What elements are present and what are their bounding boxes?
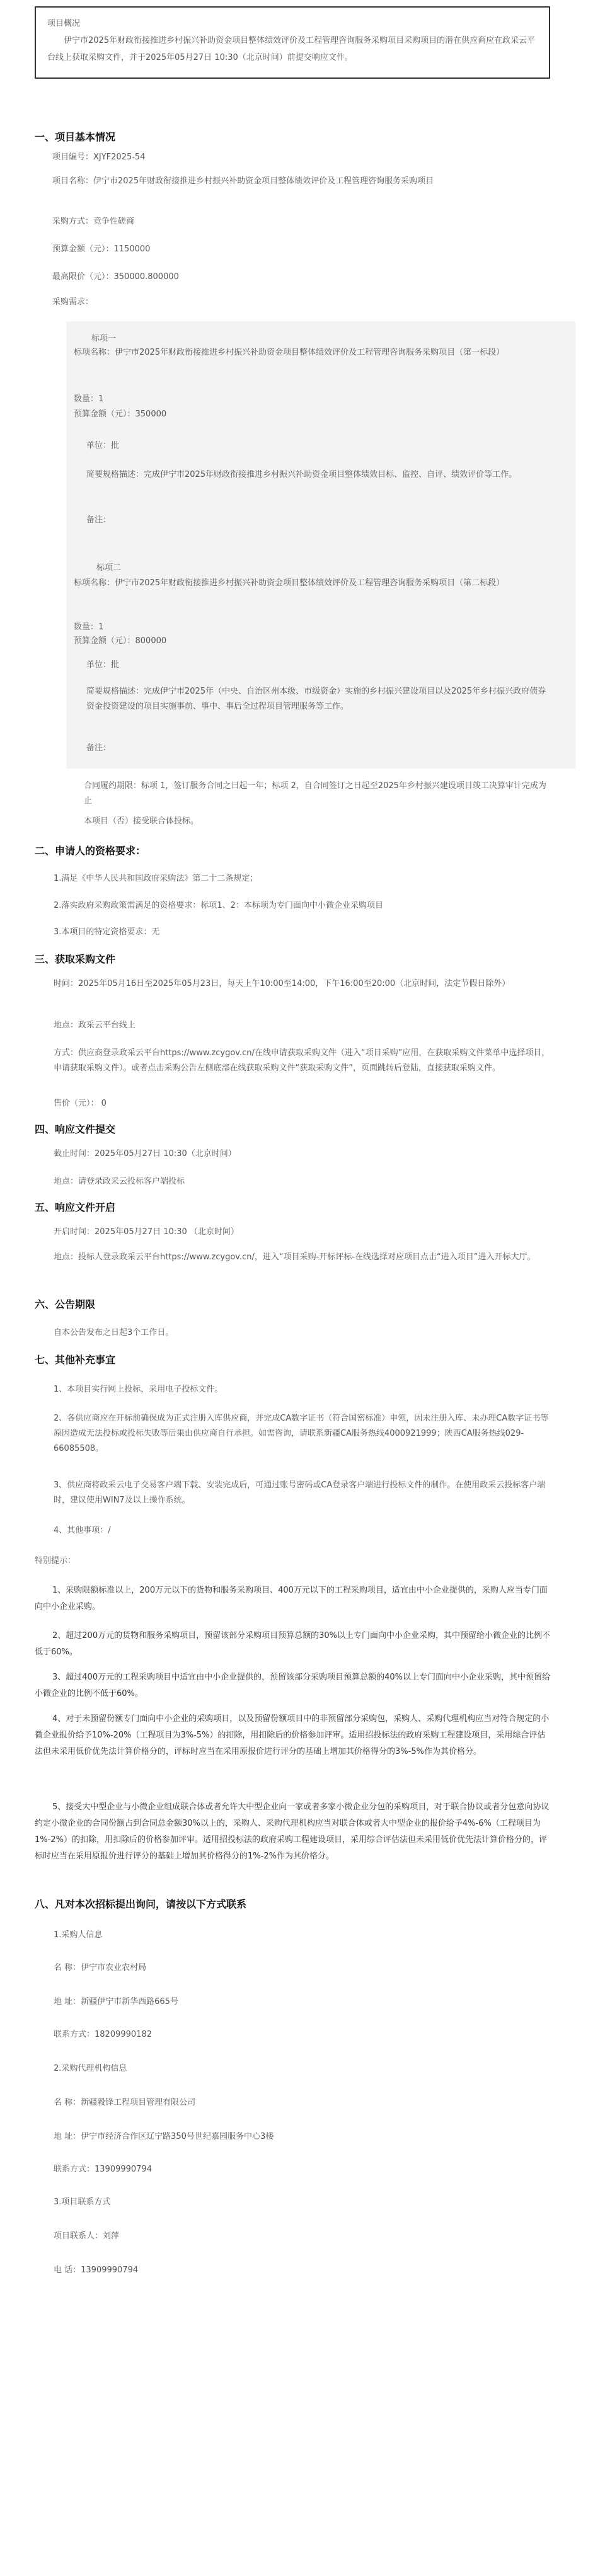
qualification-1: 1.满足《中华人民共和国政府采购法》第二十二条规定； bbox=[54, 874, 258, 883]
supplement-2: 2、各供应商应在开标前确保成为正式注册入库供应商，并完成CA数字证书（符合国密标准）申领，因未注册入库、未办理CA数字证书等原因造成无法投标或投标失败等后果由供应商自行承担。如需咨询，请联系新疆CA服务热线4000921999；陕西CA服务热线029-66085508。 bbox=[54, 1414, 549, 1453]
project-name: 项目名称：伊宁市2025年财政衔接推进乡村振兴补助资金项目整体绩效评价及工程管理咨询服务采购项目 bbox=[52, 176, 434, 186]
lot-1-qty: 数量：1 bbox=[74, 394, 104, 404]
rule-1: 1、采购限额标准以上，200万元以下的货物和服务采购项目、400万元以下的工程采购项目，适宜由中小企业提供的，采购人应当专门面向中小企业采购。 bbox=[35, 1586, 548, 1611]
agent-address: 地 址：伊宁市经济合作区辽宁路350号世纪嘉园服务中心3楼 bbox=[54, 2132, 274, 2141]
lot-2-unit: 单位：批 bbox=[86, 660, 120, 670]
joint-bid-note: 本项目（否）接受联合体投标。 bbox=[84, 816, 199, 826]
overview-title: 项目概况 bbox=[47, 19, 81, 28]
section-6-title: 六、公告期限 bbox=[35, 1298, 96, 1310]
lot-2-panel bbox=[66, 548, 575, 769]
lot-2-name: 标项名称：伊宁市2025年财政衔接推进乡村振兴补助资金项目整体绩效评价及工程管理咨询服务采购项目（第二标段） bbox=[74, 578, 505, 588]
special-tip-label: 特别提示： bbox=[35, 1556, 76, 1566]
lot-2-spec: 简要规格描述：完成伊宁市2025年（中央、自治区州本级、市级资金）实施的乡村振兴建设项目以及2025年乡村振兴政府债券资金投资建设的项目实施事前、事中、事后全过程项目管理服务等工作。 bbox=[86, 687, 546, 711]
rule-5: 5、接受大中型企业与小微企业组成联合体或者允许大中型企业向一家或者多家小微企业分包的采购项目，对于联合协议或者分包意向协议约定小微企业的合同份额占到合同总金额30%以上的，采购人、采购代理机构应当对联合体或者大中型企业的报价给予4%-6%（工程项目为1%-2%）的扣除，用扣除后的价格参加评审。适用招投标法的政府采购工程建设项目，采用综合评估法但未采用低价优先法计算价格分的，评标时应当在采用原报价进行评分的基础上增加其价格得分的1%-2%作为其价格分。 bbox=[35, 1802, 550, 1861]
rule-4: 4、对于未预留份额专门面向中小企业的采购项目，以及预留份额项目中的非预留部分采购包，采购人、采购代理机构应当对符合规定的小微企业报价给予10%-20%（工程项目为3%-5%）的扣除，用扣除后的价格参加评审。适用招投标法的政府采购工程建设项目，采用综合评估法但未采用低价优先法计算价格分的，评标时应当在采用原报价进行评分的基础上增加其价格得分的3%-5%作为其价格分。 bbox=[35, 1714, 550, 1756]
lot-1-panel bbox=[66, 321, 575, 548]
lot-1-label: 标项一 bbox=[91, 334, 117, 343]
section-8-title: 八、凡对本次招标提出询问，请按以下方式联系 bbox=[35, 1898, 247, 1910]
open-place: 地点：投标人登录政采云平台https://www.zcygov.cn/，进入“项目采购-开标评标-在线选择对应项目点击“进入项目”进入开标大厅。 bbox=[54, 1252, 536, 1262]
lot-2-budget: 预算金额（元）：800000 bbox=[74, 636, 167, 646]
document-price: 售价（元）： 0 bbox=[54, 1099, 107, 1108]
obtain-way: 方式：供应商登录政采云平台https://www.zcygov.cn/在线申请获取采购文件（进入“项目采购”应用，在获取采购文件菜单中选择项目，申请获取采购文件）。或者点击采购公告左侧底部在线获取采购文件“获取采购文件”，页面跳转后登陆，直接获取采购文件。 bbox=[54, 1048, 550, 1073]
project-overview-box bbox=[35, 6, 550, 79]
section-5-title: 五、响应文件开启 bbox=[35, 1201, 116, 1213]
lot-2-qty: 数量：1 bbox=[74, 622, 104, 632]
supplement-1: 1、本项目实行网上投标，采用电子投标文件。 bbox=[54, 1385, 223, 1394]
contract-period: 合同履约期限：标项 1，签订服务合同之日起一年；标项 2，自合同签订之日起至2025年乡村振兴建设项目竣工决算审计完成为止 bbox=[84, 781, 546, 806]
rule-2: 2、超过200万元的货物和服务采购项目，预留该部分采购项目预算总额的30%以上专门面向中小企业采购，其中预留给小微企业的比例不低于60%。 bbox=[35, 1631, 550, 1657]
section-2-title: 二、申请人的资格要求： bbox=[35, 845, 146, 857]
lot-2-label: 标项二 bbox=[96, 563, 122, 573]
qualification-2: 2.落实政府采购政策需满足的资格要求：标项1、2：本标项为专门面向中小微企业采购项目 bbox=[54, 901, 383, 910]
supplement-3: 3、供应商将政采云电子交易客户端下载、安装完成后，可通过账号密码或CA登录客户端进行投标文件的制作。在使用政采云投标客户端时，建议使用WIN7及以上操作系统。 bbox=[54, 1480, 546, 1505]
section-7-title: 七、其他补充事宜 bbox=[35, 1354, 116, 1366]
contact-heading: 3.项目联系方式 bbox=[54, 2197, 111, 2207]
notice-period: 自本公告发布之日起3个工作日。 bbox=[54, 1328, 174, 1337]
contact-phone: 电 话：13909990794 bbox=[54, 2265, 139, 2275]
lot-1-budget: 预算金额（元）：350000 bbox=[74, 409, 167, 419]
section-3-title: 三、获取采购文件 bbox=[35, 953, 116, 965]
buyer-phone: 联系方式：18209990182 bbox=[54, 2030, 152, 2039]
buyer-name: 名 称：伊宁市农业农村局 bbox=[54, 1963, 147, 1972]
open-time: 开启时间：2025年05月27日 10:30 （北京时间） bbox=[54, 1227, 239, 1237]
lot-1-name: 标项名称：伊宁市2025年财政衔接推进乡村振兴补助资金项目整体绩效评价及工程管理咨询服务采购项目（第一标段） bbox=[74, 348, 505, 357]
lot-2-note: 备注： bbox=[86, 743, 112, 753]
obtain-place: 地点：政采云平台线上 bbox=[54, 1021, 136, 1030]
lot-1-spec: 简要规格描述：完成伊宁市2025年财政衔接推进乡村振兴补助资金项目整体绩效目标、监控、自评、绩效评价等工作。 bbox=[86, 470, 517, 479]
buyer-heading: 1.采购人信息 bbox=[54, 1930, 103, 1940]
submit-place: 地点：请登录政采云投标客户端投标 bbox=[54, 1177, 185, 1186]
section-1-title: 一、项目基本情况 bbox=[35, 131, 116, 143]
agent-heading: 2.采购代理机构信息 bbox=[54, 2064, 127, 2073]
obtain-time: 时间：2025年05月16日至2025年05月23日，每天上午10:00至14:00，下午16:00至20:00（北京时间，法定节假日除外） bbox=[54, 979, 510, 988]
announcement-page bbox=[28, 0, 577, 2275]
agent-phone: 联系方式：13909990794 bbox=[54, 2165, 152, 2174]
lot-1-note: 备注： bbox=[86, 515, 112, 525]
qualification-3: 3.本项目的特定资格要求：无 bbox=[54, 927, 160, 937]
requirement-label: 采购需求： bbox=[52, 297, 94, 307]
purchase-method: 采购方式：竞争性磋商 bbox=[52, 217, 135, 226]
supplement-4: 4、其他事项：/ bbox=[54, 1526, 111, 1535]
project-code: 项目编号：XJYF2025-54 bbox=[52, 152, 146, 162]
section-4-title: 四、响应文件提交 bbox=[35, 1123, 116, 1135]
agent-name: 名 称：新疆毅锋工程项目管理有限公司 bbox=[54, 2098, 196, 2107]
lot-1-unit: 单位：批 bbox=[86, 441, 120, 450]
contact-person: 项目联系人：刘萍 bbox=[54, 2231, 120, 2241]
max-price: 最高限价（元）：350000.800000 bbox=[52, 272, 179, 282]
submit-deadline: 截止时间：2025年05月27日 10:30（北京时间） bbox=[54, 1149, 236, 1159]
budget-amount: 预算金额（元）：1150000 bbox=[52, 244, 151, 254]
buyer-address: 地 址：新疆伊宁市新华西路665号 bbox=[54, 1997, 178, 2006]
rule-3: 3、超过400万元的工程采购项目中适宜由中小企业提供的，预留该部分采购项目预算总额的40%以上专门面向中小企业采购，其中预留给小微企业的比例不低于60%。 bbox=[35, 1673, 550, 1698]
overview-text: 伊宁市2025年财政衔接推进乡村振兴补助资金项目整体绩效评价及工程管理咨询服务采购项目采购项目的潜在供应商应在政采云平台线上获取采购文件，并于2025年05月27日 10:30（北京时间）前提交响应文件。 bbox=[47, 36, 536, 62]
